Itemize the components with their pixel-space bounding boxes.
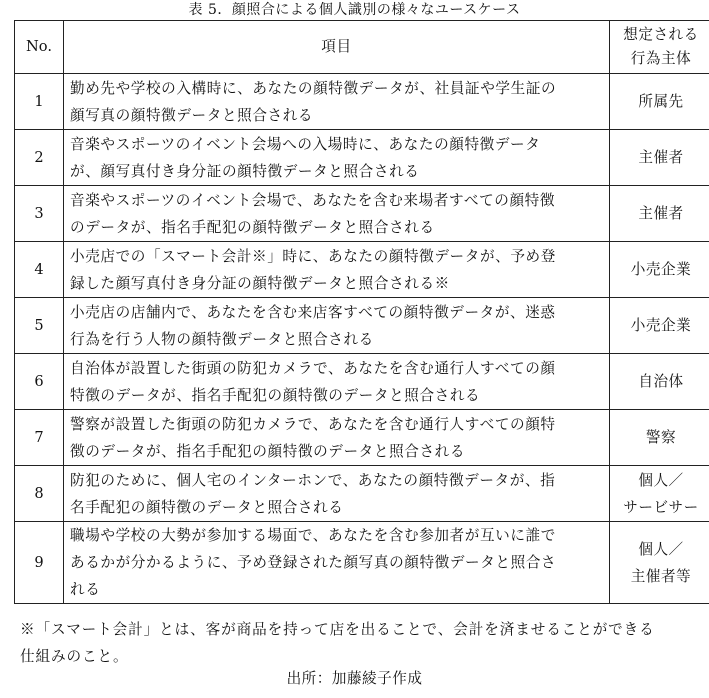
row-item-line: のデータが、指名手配犯の顔特徴データと照合される <box>70 218 435 236</box>
row-item <box>64 522 610 604</box>
row-item-line: 名手配犯の顔特徴のデータと照合される <box>70 498 344 516</box>
row-item <box>64 130 610 186</box>
row-item <box>64 74 610 130</box>
row-item-line: 音楽やスポーツのイベント会場で、あなたを含む来場者すべての顔特徴 <box>70 191 556 209</box>
row-actor-line: 個人／ <box>638 471 684 489</box>
row-actor <box>610 186 709 242</box>
row-item-line: 顔写真の顔特徴データと照合される <box>70 106 314 124</box>
row-item-line: 職場や学校の大勢が参加する場面で、あなたを含む参加者が互いに誰で <box>70 527 556 544</box>
row-item-line: が、顔写真付き身分証の顔特徴データと照合される <box>70 162 420 180</box>
row-item-line: 小売店の店舗内で、あなたを含む来店客すべての顔特徴データが、迷惑 <box>70 303 556 321</box>
row-item-line: 小売店での「スマート会計※」時に、あなたの顔特徴データが、予め登 <box>70 247 556 265</box>
row-item-line: 徴のデータが、指名手配犯の顔特徴のデータと照合される <box>70 442 466 460</box>
row-actor-line: 小売企業 <box>630 317 692 334</box>
row-item <box>64 466 610 522</box>
row-actor <box>610 74 709 130</box>
use-case-table <box>14 20 709 604</box>
row-actor <box>610 354 709 410</box>
table-row <box>15 186 709 242</box>
row-actor-line: 所属先 <box>638 93 684 110</box>
row-no: 7 <box>15 410 64 466</box>
row-actor-line: 小売企業 <box>630 261 692 278</box>
row-item <box>64 186 610 242</box>
row-item <box>64 298 610 354</box>
row-actor-line: サービサー <box>623 498 699 516</box>
row-item-line: あるかが分かるように、予め登録された顔写真の顔特徴データと照合さ <box>70 554 557 571</box>
table-row <box>15 130 709 186</box>
row-item-line: 特徴のデータが、指名手配犯の顔特徴のデータと照合される <box>70 386 481 404</box>
row-actor <box>610 466 709 522</box>
footnote <box>20 616 700 670</box>
row-actor-line: 主催者等 <box>630 567 692 585</box>
row-item-line: 音楽やスポーツのイベント会場への入場時に、あなたの顔特徴データ <box>70 135 541 153</box>
table-row <box>15 466 709 522</box>
row-no: 6 <box>15 354 64 410</box>
row-actor-line: 個人／ <box>638 540 684 558</box>
row-item-line: 自治体が設置した街頭の防犯カメラで、あなたを含む通行人すべての顔 <box>70 359 556 377</box>
row-actor <box>610 298 709 354</box>
table-row <box>15 298 709 354</box>
header-no: No. <box>15 21 64 74</box>
source-credit: 出所：加藤綾子作成 <box>286 670 423 687</box>
row-no: 8 <box>15 466 64 522</box>
footnote-line: ※「スマート会計」とは、客が商品を持って店を出ることで、会計を済ませることができる <box>20 621 655 638</box>
row-actor-line: 警察 <box>645 429 677 446</box>
row-item-line: 勤め先や学校の入構時に、あなたの顔特徴データが、社員証や学生証の <box>70 79 557 97</box>
footnote-line: 仕組みのこと。 <box>20 648 129 665</box>
row-item <box>64 242 610 298</box>
row-item-line: れる <box>70 581 101 598</box>
header-actor-line2: 行為主体 <box>630 50 692 67</box>
row-actor <box>610 242 709 298</box>
row-item-line: 行為を行う人物の顔特徴データと照合される <box>70 330 374 348</box>
row-item-line: 録した顔写真付き身分証の顔特徴データと照合される※ <box>70 274 450 292</box>
row-actor <box>610 522 709 604</box>
row-item <box>64 410 610 466</box>
row-actor-line: 主催者 <box>638 149 684 166</box>
table-row <box>15 242 709 298</box>
row-no: 2 <box>15 130 64 186</box>
row-item-line: 防犯のために、個人宅のインターホンで、あなたの顔特徴データが、指 <box>70 471 556 489</box>
row-no: 1 <box>15 74 64 130</box>
row-item-line: 警察が設置した街頭の防犯カメラで、あなたを含む通行人すべての顔特 <box>70 415 556 433</box>
row-item <box>64 354 610 410</box>
table-row <box>15 354 709 410</box>
header-actor-line1: 想定される <box>623 26 699 43</box>
table-caption: 表 5．顔照合による個人識別の様々なユースケース <box>188 2 521 18</box>
row-no: 3 <box>15 186 64 242</box>
row-actor-line: 主催者 <box>638 205 684 222</box>
row-no: 9 <box>15 522 64 604</box>
table-body <box>15 74 709 604</box>
row-no: 4 <box>15 242 64 298</box>
row-no: 5 <box>15 298 64 354</box>
row-actor <box>610 130 709 186</box>
table-header-row <box>15 21 709 74</box>
header-item: 項目 <box>64 21 610 74</box>
row-actor-line: 自治体 <box>638 373 684 390</box>
row-actor <box>610 410 709 466</box>
header-actor <box>610 21 709 74</box>
table-row <box>15 522 709 604</box>
table-row <box>15 74 709 130</box>
table-row <box>15 410 709 466</box>
